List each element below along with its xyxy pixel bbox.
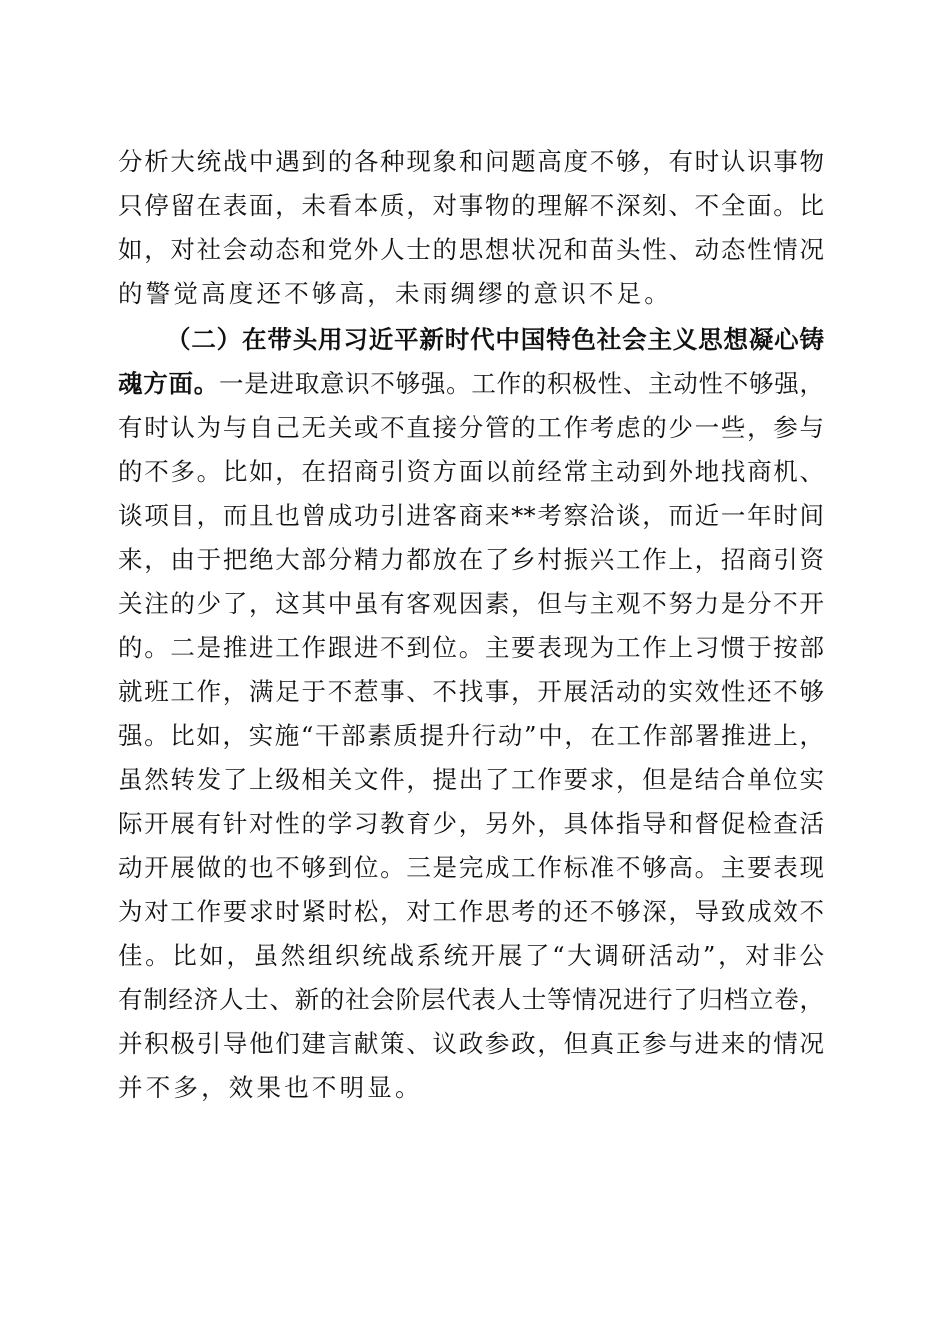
text-line: 的警觉高度还不够高，未雨绸缪的意识不足。: [118, 279, 672, 308]
text-line: 如，对社会动态和党外人士的思想状况和苗头性、动态性情况: [118, 235, 824, 264]
text-line: 动开展做的也不够到位。三是完成工作标准不够高。主要表现: [118, 853, 824, 882]
text-line: 并不多，效果也不明显。: [118, 1073, 423, 1102]
text-line: 就班工作，满足于不惹事、不找事，开展活动的实效性还不够: [118, 677, 824, 706]
text-line: 来，由于把绝大部分精力都放在了乡村振兴工作上，招商引资: [118, 545, 824, 574]
section-heading-continued: 魂方面。: [118, 369, 219, 398]
text-line: 强。比如，实施“干部素质提升行动”中，在工作部署推进上，: [118, 721, 824, 750]
text-line: 佳。比如，虽然组织统战系统开展了“大调研活动”，对非公: [118, 941, 824, 970]
text-line: 的不多。比如，在招商引资方面以前经常主动到外地找商机、: [118, 457, 824, 486]
text-line: 为对工作要求时紧时松，对工作思考的还不够深，导致成效不: [118, 897, 824, 926]
section-heading: （二）在带头用习近平新时代中国特色社会主义思想凝心铸: [166, 325, 824, 354]
text-line: 谈项目，而且也曾成功引进客商来**考察洽谈，而近一年时间: [118, 501, 824, 530]
text-line: 分析大统战中遇到的各种现象和问题高度不够，有时认识事物: [118, 147, 824, 176]
text-line: 虽然转发了上级相关文件，提出了工作要求，但是结合单位实: [118, 765, 824, 794]
text-line: 际开展有针对性的学习教育少，另外，具体指导和督促检查活: [118, 809, 824, 838]
text-line: 并积极引导他们建言献策、议政参政，但真正参与进来的情况: [118, 1029, 824, 1058]
text-line: 的。二是推进工作跟进不到位。主要表现为工作上习惯于按部: [118, 633, 824, 662]
text-line: 有时认为与自己无关或不直接分管的工作考虑的少一些，参与: [118, 413, 824, 442]
text-span: 一是进取意识不够强。工作的积极性、主动性不够强，: [218, 369, 824, 398]
text-line: 有制经济人士、新的社会阶层代表人士等情况进行了归档立卷，: [118, 985, 824, 1014]
text-line: [118, 364, 824, 404]
text-line: 关注的少了，这其中虽有客观因素，但与主观不努力是分不开: [118, 589, 824, 618]
text-line: 只停留在表面，未看本质，对事物的理解不深刻、不全面。比: [118, 191, 824, 220]
